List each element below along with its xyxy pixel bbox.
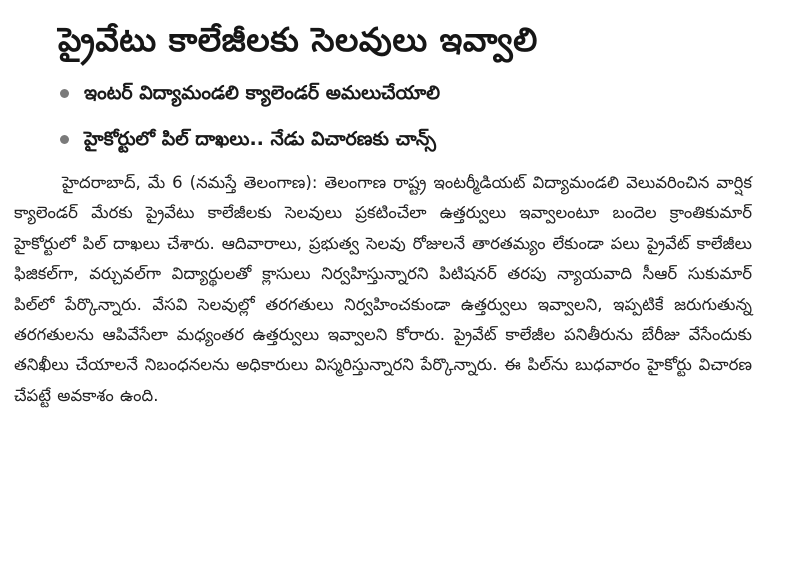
subheadline-item [58, 70, 760, 116]
subheadline-text: హైకోర్టులో పిల్ దాఖలు.. నేడు విచారణకు చాన్స్ [84, 128, 437, 150]
subheadline-list [58, 70, 760, 162]
headline: ప్రైవేటు కాలేజీలకు సెలవులు ఇవ్వాలి [58, 20, 538, 59]
subheadline-text: ఇంటర్ విద్యామండలి క్యాలెండర్ అమలుచేయాలి [84, 82, 441, 104]
article-body: హైదరాబాద్, మే 6 (నమస్తే తెలంగాణ): తెలంగాణ రాష్ట్ర ఇంటర్మీడియట్ విద్యామండలి వెలువరించిన వార్షిక క్యాలెండర్ మేరకు ప్రైవేటు కాలేజీలకు సెలవులు ప్రకటించేలా ఉత్తర్వులు ఇవ్వాలంటూ బందెల క్రాంతికుమార్ హైకోర్టులో పిల్ దాఖలు చేశారు. ఆదివారాలు, ప్రభుత్వ సెలవు రోజులనే తారతమ్యం లేకుండా పలు ప్రైవేట్ కాలేజీలు ఫిజికల్‌గా, వర్చువల్‌గా విద్యార్థులతో క్లాసులు నిర్వహిస్తున్నారని పిటిషనర్ తరపు న్యాయవాది సీఆర్ సుకుమార్ పిల్‌లో పేర్కొన్నారు. వేసవి సెలవుల్లో తరగతులు నిర్వహించకుండా ఉత్తర్వులు ఇవ్వాలని, ఇప్పటికే జరుగుతున్న తరగతులను ఆపివేసేలా మధ్యంతర ఉత్తర్వులు ఇవ్వాలని కోరారు. ప్రైవేట్ కాలేజీల పనితీరును బేరీజు వేసేందుకు తనిఖీలు చేయాలనే నిబంధనలను అధికారులు విస్మరిస్తున్నారని పేర్కొన్నారు. ఈ పిల్‌ను బుధవారం హైకోర్టు విచారణ చేపట్టే అవకాశం ఉంది. [14, 173, 752, 405]
bullet-icon [60, 135, 69, 144]
bullet-icon [60, 89, 69, 98]
subheadline-item [58, 116, 760, 162]
